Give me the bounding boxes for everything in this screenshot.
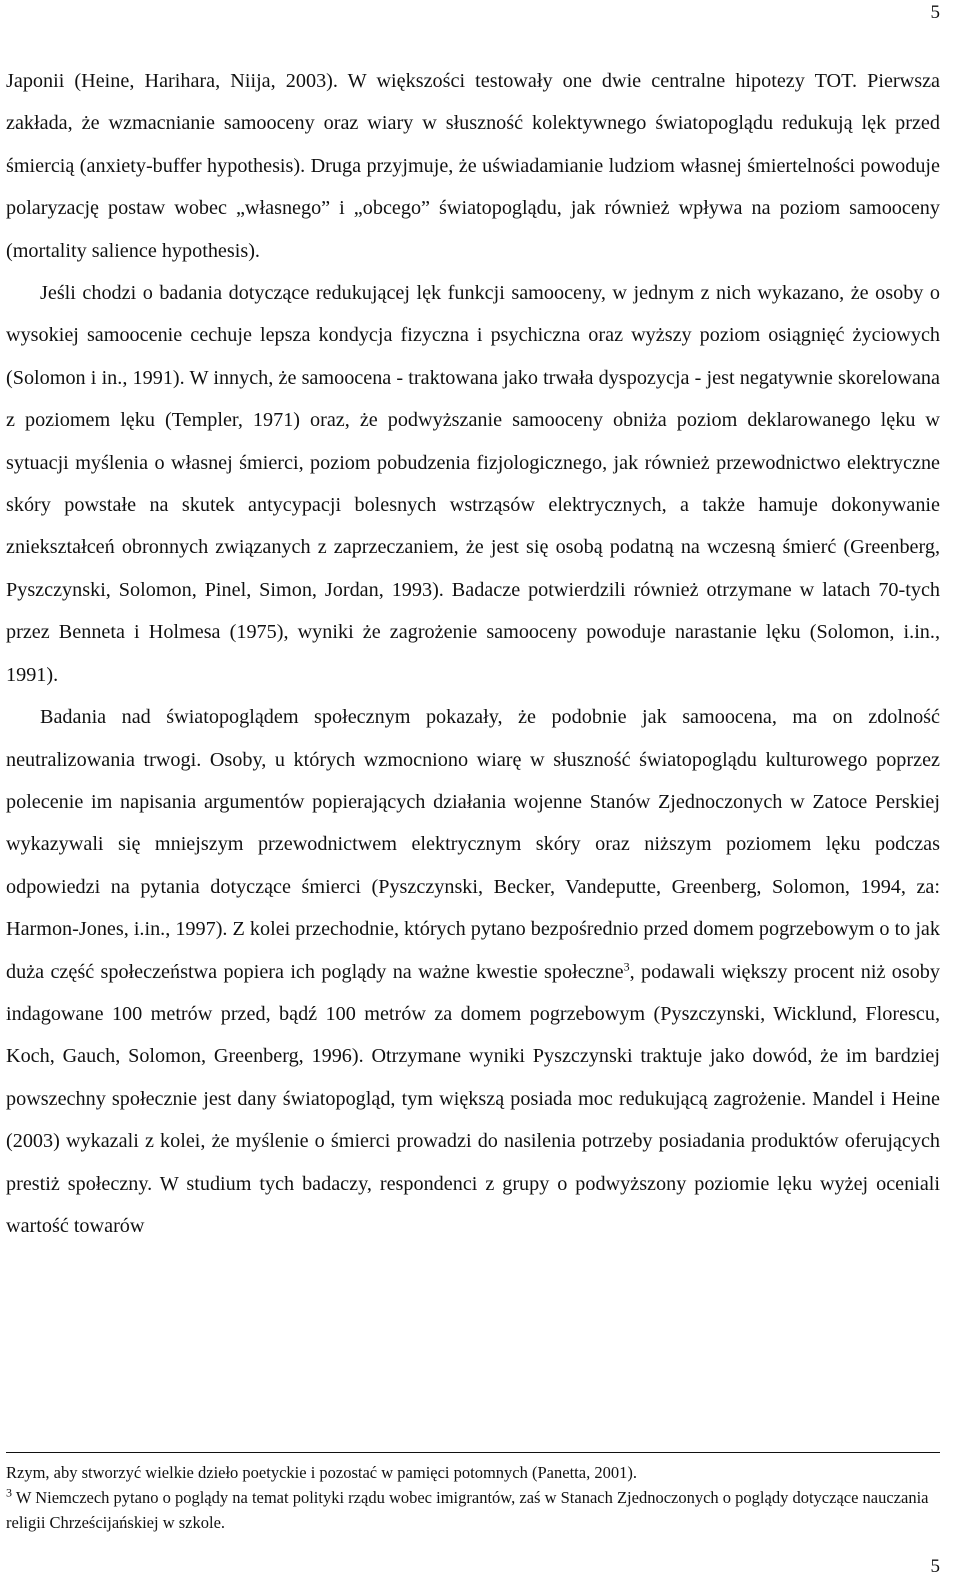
footnote-3-text: W Niemczech pytano o poglądy na temat polityki rządu wobec imigrantów, zaś w Stanach Zjednoczonych o poglądy dotyczące nauczania religii Chrześcijańskiej w szkole.: [6, 1488, 929, 1532]
paragraph-3-text-b: , podawali większy procent niż osoby indagowane 100 metrów przed, bądź 100 metrów za domem pogrzebowym (Pyszczynski, Wicklund, Florescu, Koch, Gauch, Solomon, Greenberg, 1996). Otrzymane wyniki Pyszczynski traktuje jako dowód, że im bardziej powszechny społecznie jest dany światopogląd, tym większą posiada moc redukującą zagrożenie. Mandel i Heine (2003) wykazali z kolei, że myślenie o śmierci prowadzi do nasilenia potrzeby posiadania produktów oferujących prestiż społeczny. W studium tych badaczy, respondenci z grupy o podwyższony poziomie lęku wyżej oceniali wartość towarów: [6, 960, 940, 1237]
paragraph-1: Japonii (Heine, Harihara, Niija, 2003). W większości testowały one dwie centralne hipotezy TOT. Pierwsza zakłada, że wzmacnianie samooceny oraz wiary w słuszność kolektywnego światopoglądu redukują lęk przed śmiercią (anxiety-buffer hypothesis). Druga przyjmuje, że uświadamianie ludziom własnej śmiertelności powoduje polaryzację postaw wobec „własnego” i „obcego” światopoglądu, jak również wpływa na poziom samooceny (mortality salience hypothesis).: [6, 70, 940, 262]
footnotes: [6, 1460, 940, 1535]
footnote-3-marker: 3: [6, 1485, 12, 1500]
footnote-separator: [6, 1452, 940, 1453]
footnote-continued: Rzym, aby stworzyć wielkie dzieło poetyckie i pozostać w pamięci potomnych (Panetta, 2001).: [6, 1463, 637, 1482]
paragraph-3-text-a: Badania nad światopoglądem społecznym pokazały, że podobnie jak samoocena, ma on zdolność neutralizowania trwogi. Osoby, u których wzmocniono wiarę w słuszność światopoglądu kulturowego poprzez polecenie im napisania argumentów popierających działania wojenne Stanów Zjednoczonych w Zatoce Perskiej wykazywali się mniejszym przewodnictwem elektrycznym skóry oraz niższym poziomem lęku podczas odpowiedzi na pytania dotyczące śmierci (Pyszczynski, Becker, Vandeputte, Greenberg, Solomon, 1994, za: Harmon-Jones, i.in., 1997). Z kolei przechodnie, których pytano bezpośrednio przed domem pogrzebowym o to jak duża część społeczeństwa popiera ich poglądy na ważne kwestie społeczne: [6, 706, 940, 983]
footnote-ref-3[interactable]: 3: [623, 958, 630, 973]
paragraph-3: [6, 696, 940, 1247]
body-text: [6, 60, 940, 1247]
footnote-3: [6, 1485, 940, 1535]
page-number-bottom: 5: [930, 1556, 940, 1577]
page-number-top: 5: [930, 2, 940, 23]
paragraph-2: Jeśli chodzi o badania dotyczące redukującej lęk funkcji samooceny, w jednym z nich wykazano, że osoby o wysokiej samoocenie cechuje lepsza kondycja fizyczna i psychiczna oraz wyższy poziom osiągnięć życiowych (Solomon i in., 1991). W innych, że samoocena - traktowana jako trwała dyspozycja - jest negatywnie skorelowana z poziomem lęku (Templer, 1971) oraz, że podwyższanie samooceny obniża poziom deklarowanego lęku w sytuacji myślenia o własnej śmierci, poziom pobudzenia fizjologicznego, jak również przewodnictwo elektryczne skóry powstałe na skutek antycypacji bolesnych wstrząsów elektrycznych, a także hamuje dokonywanie zniekształceń obronnych związanych z zaprzeczaniem, że jest się osobą podatną na wczesną śmierć (Greenberg, Pyszczynski, Solomon, Pinel, Simon, Jordan, 1993). Badacze potwierdzili również otrzymane w latach 70-tych przez Benneta i Holmesa (1975), wyniki że zagrożenie samooceny powoduje narastanie lęku (Solomon, i.in., 1991).: [6, 282, 940, 686]
